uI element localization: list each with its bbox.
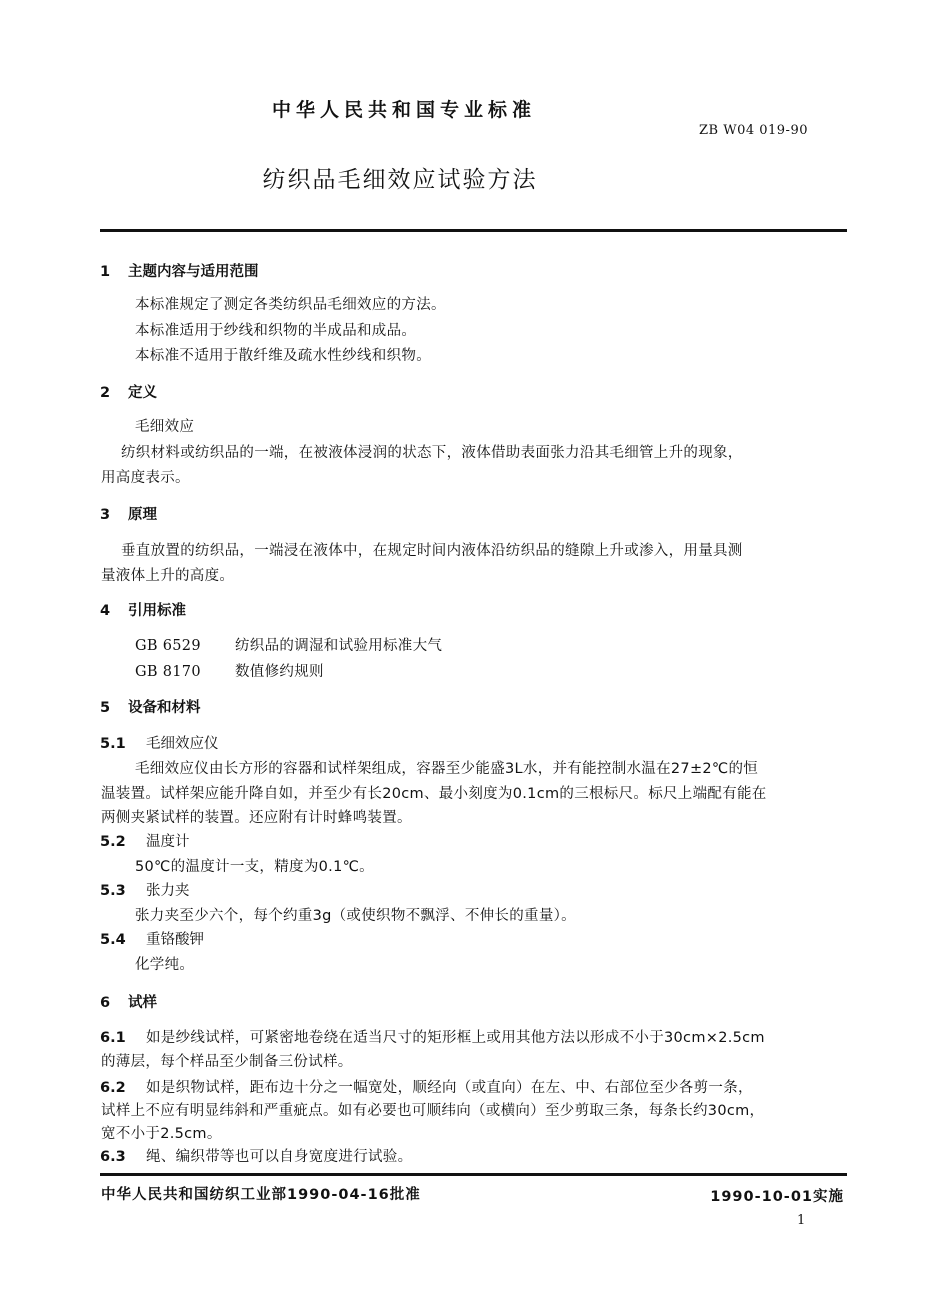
section-number: 5 (100, 700, 111, 716)
paragraph-line: 宽不小于2.5cm。 (101, 1126, 222, 1142)
section-6-heading (100, 991, 157, 1012)
paragraph-line: 本标准规定了测定各类纺织品毛细效应的方法。 (135, 297, 446, 313)
section-5-heading (100, 696, 201, 717)
paragraph-line: 垂直放置的纺织品，一端浸在液体中，在规定时间内液体沿纺织品的缝隙上升或渗入，用量具测 (121, 543, 743, 559)
paragraph-line: 量液体上升的高度。 (101, 568, 235, 584)
paragraph-line: 绳、编织带等也可以自身宽度进行试验。 (146, 1149, 413, 1165)
reference-standard (135, 660, 324, 681)
clause-6-3 (100, 1145, 412, 1166)
paragraph-line: 毛细效应仪由长方形的容器和试样架组成，容器至少能盛3L水，并有能控制水温在27±2℃的恒 (135, 761, 759, 777)
reference-code: GB 6529 (135, 638, 201, 654)
subsection-title: 毛细效应仪 (146, 736, 219, 752)
section-title: 定义 (128, 385, 157, 401)
definition-term: 毛细效应 (135, 419, 195, 435)
subsection-5-4-heading (100, 928, 204, 949)
document-title: 纺织品毛细效应试验方法 (262, 167, 538, 193)
subsection-5-3-heading (100, 879, 190, 900)
section-number: 2 (100, 385, 111, 401)
paragraph-line: 温装置。试样架应能升降自如，并至少有长20cm、最小刻度为0.1cm的三根标尺。标尺上端配有能在 (101, 786, 767, 802)
section-number: 1 (100, 264, 111, 280)
header-rule (100, 229, 847, 232)
section-title: 引用标准 (128, 603, 186, 619)
reference-name: 数值修约规则 (235, 664, 324, 680)
subsection-title: 张力夹 (146, 883, 190, 899)
subsection-5-2-heading (100, 830, 190, 851)
section-4-heading (100, 599, 186, 620)
section-2-heading (100, 381, 157, 402)
standard-code: ZB W04 019-90 (698, 123, 808, 138)
subsection-number: 5.4 (100, 932, 126, 948)
clause-6-1 (100, 1026, 765, 1047)
page-number: 1 (797, 1213, 806, 1228)
section-3-heading (100, 503, 157, 524)
subsection-number: 6.2 (100, 1080, 126, 1096)
paragraph-line: 用高度表示。 (101, 470, 190, 486)
subsection-number: 6.3 (100, 1149, 126, 1165)
subsection-number: 5.1 (100, 736, 126, 752)
subsection-number: 5.3 (100, 883, 126, 899)
footer-rule (100, 1173, 847, 1176)
paragraph-line: 两侧夹紧试样的装置。还应附有计时蜂鸣装置。 (101, 810, 412, 826)
paragraph-line: 张力夹至少六个，每个约重3g（或使织物不飘浮、不伸长的重量）。 (135, 908, 576, 924)
section-number: 4 (100, 603, 111, 619)
section-number: 3 (100, 507, 111, 523)
section-title: 原理 (128, 507, 157, 523)
approval-statement: 中华人民共和国纺织工业部1990-04-16批准 (101, 1187, 421, 1203)
section-number: 6 (100, 995, 111, 1011)
paragraph-line: 如是纱线试样，可紧密地卷绕在适当尺寸的矩形框上或用其他方法以形成不小于30cm×2.5cm (146, 1030, 765, 1046)
section-title: 主题内容与适用范围 (128, 264, 259, 280)
section-title: 设备和材料 (128, 700, 201, 716)
paragraph-line: 纺织材料或纺织品的一端，在被液体浸润的状态下，液体借助表面张力沿其毛细管上升的现象， (121, 445, 743, 461)
paragraph-line: 本标准不适用于散纤维及疏水性纱线和织物。 (135, 348, 431, 364)
paragraph-line: 的薄层，每个样品至少制备三份试样。 (101, 1054, 353, 1070)
subsection-title: 温度计 (146, 834, 190, 850)
subsection-5-1-heading (100, 732, 219, 753)
effective-date: 1990-10-01实施 (710, 1189, 844, 1205)
paragraph-line: 化学纯。 (135, 957, 195, 973)
paragraph-line: 50℃的温度计一支，精度为0.1℃。 (135, 859, 374, 875)
reference-code: GB 8170 (135, 664, 201, 680)
paragraph-line: 如是织物试样，距布边十分之一幅宽处，顺经向（或直向）在左、中、右部位至少各剪一条， (146, 1080, 753, 1096)
paragraph-line: 试样上不应有明显纬斜和严重疵点。如有必要也可顺纬向（或横向）至少剪取三条，每条长约30cm， (101, 1103, 765, 1119)
section-title: 试样 (128, 995, 157, 1011)
section-1-heading (100, 260, 259, 281)
subsection-number: 6.1 (100, 1030, 126, 1046)
publisher-title: 中华人民共和国专业标准 (271, 99, 536, 121)
subsection-title: 重铬酸钾 (146, 932, 204, 948)
subsection-number: 5.2 (100, 834, 126, 850)
clause-6-2 (100, 1076, 753, 1097)
reference-standard (135, 634, 442, 655)
reference-name: 纺织品的调湿和试验用标准大气 (235, 638, 443, 654)
paragraph-line: 本标准适用于纱线和织物的半成品和成品。 (135, 323, 417, 339)
